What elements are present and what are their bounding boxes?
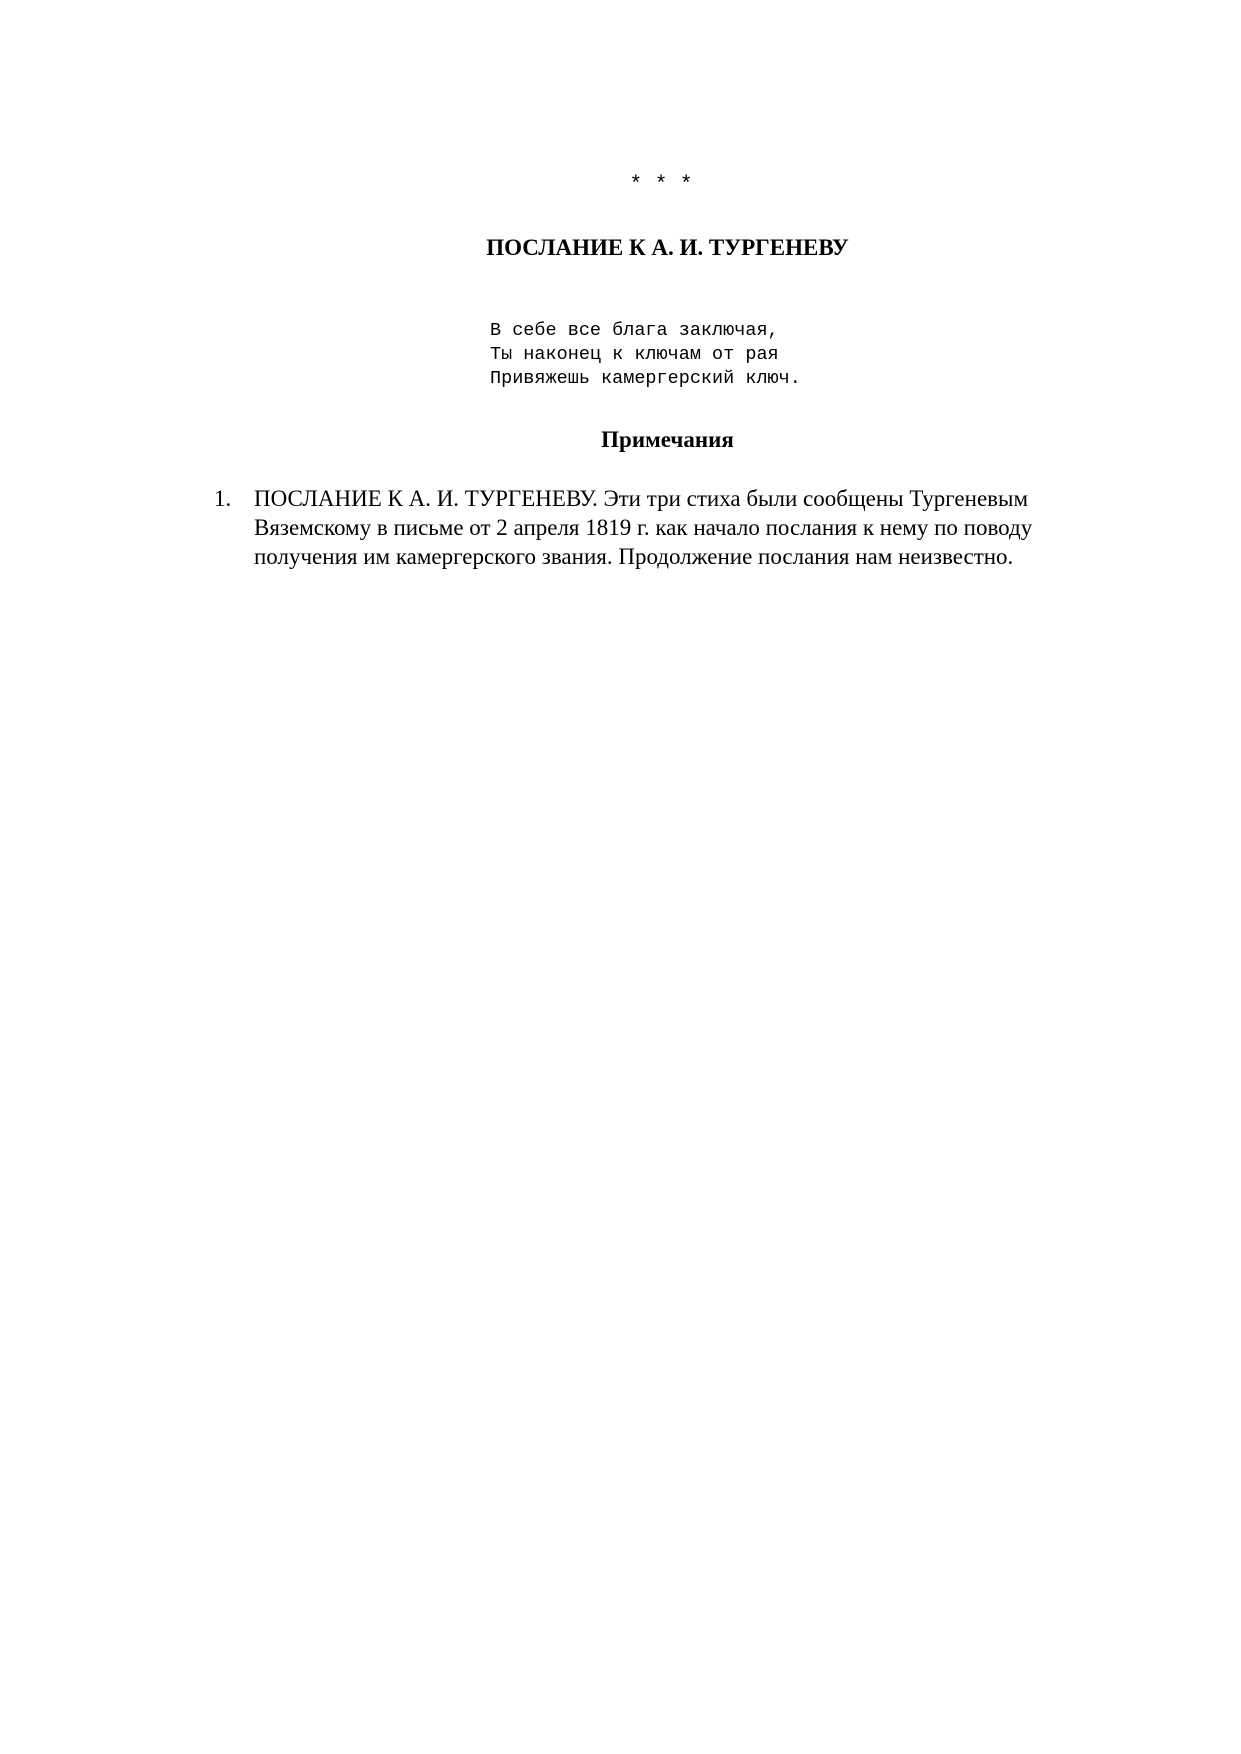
section-separator: * * * (629, 174, 693, 197)
note-text: ПОСЛАНИЕ К А. И. ТУРГЕНЕВУ. Эти три стиха были сообщены Тургеневым Вяземскому в письме от 2 апреля 1819 г. как начало послания к нему по поводу получения им камергерского звания. Продолжение послания нам неизвестно. (254, 486, 1033, 569)
note-number: 1. (214, 486, 232, 511)
verse-line: Привяжешь камергерский ключ. (490, 368, 801, 389)
poem-title: ПОСЛАНИЕ К А. И. ТУРГЕНЕВУ (486, 235, 849, 260)
notes-heading: Примечания (601, 427, 734, 452)
notes-list (214, 484, 1114, 571)
verse-line: В себе все блага заключая, (490, 320, 779, 341)
poem-verse (490, 319, 801, 391)
verse-line: Ты наконец к ключам от рая (490, 344, 779, 365)
note-item (214, 484, 1114, 571)
